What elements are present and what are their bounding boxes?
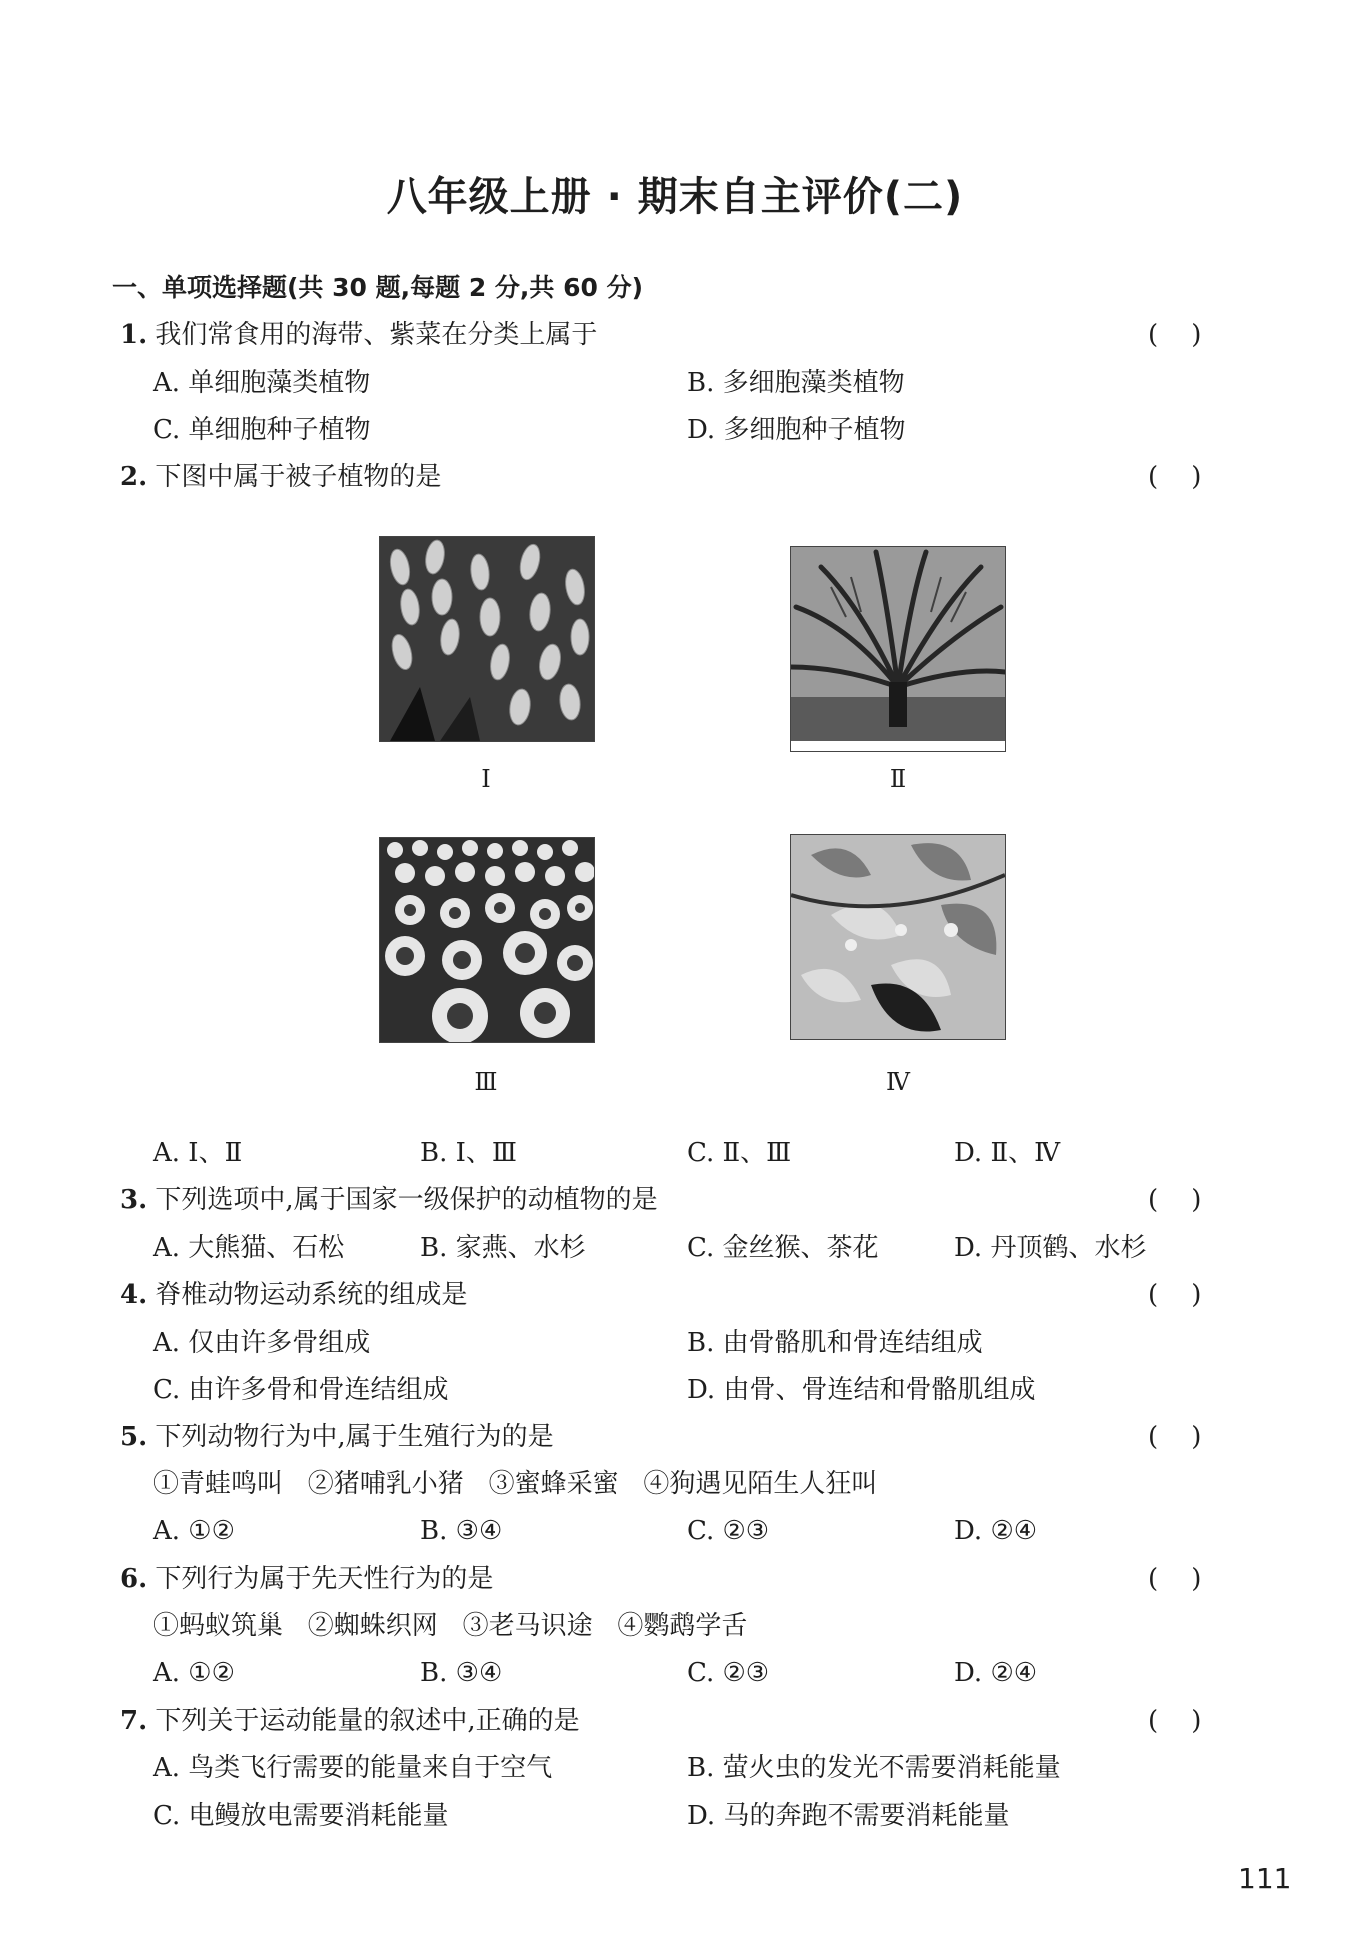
option-c: C. Ⅱ、Ⅲ [687,1138,792,1168]
question-7 [120,1704,580,1738]
option-b: B. ③④ [420,1516,503,1546]
question-number: 3. [120,1185,148,1215]
page-title: 八年级上册 · 期末自主评价(二) [386,174,964,220]
statement-items: ①蚂蚁筑巢 ②蜘蛛织网 ③老马识途 ④鹦鹉学舌 [153,1611,748,1641]
question-3 [120,1183,658,1217]
option-a: A. 单细胞藻类植物 [153,368,371,398]
photo-sunflowers [379,837,595,1043]
answer-blank: ( ) [1148,1706,1202,1736]
option-b: B. Ⅰ、Ⅲ [420,1138,517,1168]
option-d: D. 多细胞种子植物 [687,415,906,445]
option-a: A. 鸟类飞行需要的能量来自于空气 [153,1753,553,1783]
option-c: C. 单细胞种子植物 [153,415,371,445]
option-c: C. 电鳗放电需要消耗能量 [153,1801,449,1831]
question-6 [120,1562,493,1596]
answer-blank: ( ) [1148,1280,1202,1310]
question-number: 2. [120,462,148,492]
question-number: 7. [120,1706,148,1736]
question-number: 6. [120,1564,148,1594]
question-stem: 脊椎动物运动系统的组成是 [155,1280,468,1310]
question-number: 5. [120,1422,148,1452]
answer-blank: ( ) [1148,320,1202,350]
photo-ginkgo [790,834,1006,1040]
option-a: A. Ⅰ、Ⅱ [153,1138,243,1168]
caption-2: Ⅱ [889,765,907,793]
option-d: D. Ⅱ、Ⅳ [954,1138,1061,1168]
question-4 [120,1278,467,1312]
option-d: D. 由骨、骨连结和骨骼肌组成 [687,1375,1036,1405]
option-d: D. 丹顶鹤、水杉 [954,1233,1147,1263]
question-1 [120,318,597,352]
question-stem: 我们常食用的海带、紫菜在分类上属于 [155,320,598,350]
answer-blank: ( ) [1148,1422,1202,1452]
question-stem: 下列行为属于先天性行为的是 [155,1564,494,1594]
caption-3: Ⅲ [474,1068,498,1096]
answer-blank: ( ) [1148,1564,1202,1594]
question-number: 4. [120,1280,148,1310]
option-c: C. 金丝猴、茶花 [687,1233,879,1263]
caption-1: Ⅰ [481,765,491,793]
option-b: B. 萤火虫的发光不需要消耗能量 [687,1753,1061,1783]
option-a: A. ①② [153,1658,235,1688]
option-c: C. ②③ [687,1516,770,1546]
question-5 [120,1420,554,1454]
option-d: D. ②④ [954,1516,1038,1546]
question-stem: 下列关于运动能量的叙述中,正确的是 [155,1706,580,1736]
option-c: C. 由许多骨和骨连结组成 [153,1375,449,1405]
answer-blank: ( ) [1148,1185,1202,1215]
statement-items: ①青蛙鸣叫 ②猪哺乳小猪 ③蜜蜂采蜜 ④狗遇见陌生人狂叫 [153,1469,878,1499]
option-a: A. 大熊猫、石松 [153,1233,345,1263]
answer-blank: ( ) [1148,462,1202,492]
option-a: A. 仅由许多骨组成 [153,1328,371,1358]
caption-4: Ⅳ [886,1068,910,1096]
option-b: B. ③④ [420,1658,503,1688]
option-b: B. 多细胞藻类植物 [687,368,905,398]
option-d: D. 马的奔跑不需要消耗能量 [687,1801,1010,1831]
question-stem: 下列动物行为中,属于生殖行为的是 [155,1422,554,1452]
question-stem: 下列选项中,属于国家一级保护的动植物的是 [155,1185,658,1215]
photo-rice [379,536,595,742]
photo-cycad [790,546,1006,752]
question-number: 1. [120,320,148,350]
option-a: A. ①② [153,1516,235,1546]
option-b: B. 家燕、水杉 [420,1233,586,1263]
option-d: D. ②④ [954,1658,1038,1688]
question-2 [120,460,441,494]
option-b: B. 由骨骼肌和骨连结组成 [687,1328,983,1358]
option-c: C. ②③ [687,1658,770,1688]
page-number: 111 [1238,1862,1292,1895]
question-stem: 下图中属于被子植物的是 [155,462,442,492]
section-heading: 一、单项选择题(共 30 题,每题 2 分,共 60 分) [112,273,644,302]
